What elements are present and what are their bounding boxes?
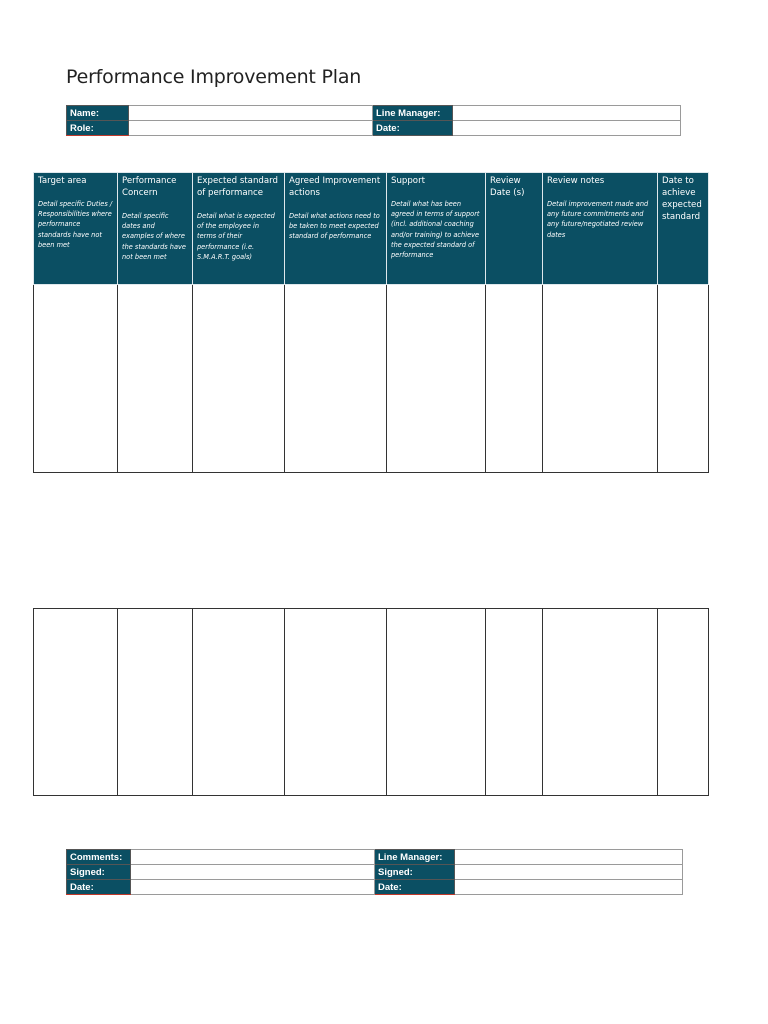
name-label: Name: — [67, 106, 129, 121]
review-date-cell[interactable] — [486, 285, 543, 473]
target-area-cell[interactable] — [34, 285, 118, 473]
plan-entry-row — [34, 285, 709, 473]
manager-signature-field[interactable] — [455, 865, 683, 880]
date-label: Date: — [373, 121, 453, 136]
signed-label: Signed: — [67, 865, 131, 880]
employee-info-row — [67, 121, 681, 136]
review-notes-cell[interactable] — [543, 285, 658, 473]
column-detail: Detail specific Duties / Responsibilities where performance standards have not been met — [38, 200, 113, 249]
support-cell[interactable] — [387, 609, 486, 796]
column-heading: Target area — [38, 176, 87, 186]
target-area-cell[interactable] — [34, 609, 118, 796]
column-detail: Detail specific dates and examples of where the standards have not been met — [122, 212, 186, 261]
review-notes-cell[interactable] — [543, 609, 658, 796]
column-heading: Review notes — [547, 176, 605, 186]
column-detail: Detail what actions need to be taken to meet expected standard of performance — [289, 212, 380, 241]
column-header-agreed-actions — [285, 173, 387, 285]
column-header-review-notes — [543, 173, 658, 285]
sign-off-table — [66, 849, 683, 895]
employee-info-row — [67, 106, 681, 121]
performance-concern-cell[interactable] — [118, 285, 193, 473]
column-header-performance-concern — [118, 173, 193, 285]
expected-standard-cell[interactable] — [193, 285, 285, 473]
comments-field[interactable] — [131, 850, 375, 865]
column-header-target-date — [658, 173, 709, 285]
manager-date-label: Date: — [375, 880, 455, 895]
column-heading: Support — [391, 176, 425, 186]
agreed-actions-cell[interactable] — [285, 609, 387, 796]
column-heading: Date to achieve expected standard — [662, 176, 702, 222]
expected-standard-cell[interactable] — [193, 609, 285, 796]
column-detail: Detail what is expected of the employee in terms of their performance (i.e. S.M.A.R.T. goals) — [197, 212, 275, 261]
target-date-cell[interactable] — [658, 609, 709, 796]
employee-date-field[interactable] — [131, 880, 375, 895]
column-detail: Detail improvement made and any future commitments and any future/negotiated review dates — [547, 200, 649, 239]
plan-entry-row — [34, 609, 709, 796]
role-field[interactable] — [129, 121, 373, 136]
column-heading: Review Date (s) — [490, 176, 525, 198]
performance-concern-cell[interactable] — [118, 609, 193, 796]
line-manager-field[interactable] — [453, 106, 681, 121]
sign-off-row — [67, 880, 683, 895]
manager-date-field[interactable] — [455, 880, 683, 895]
sign-off-row — [67, 865, 683, 880]
column-header-target-area — [34, 173, 118, 285]
employee-signature-field[interactable] — [131, 865, 375, 880]
review-date-cell[interactable] — [486, 609, 543, 796]
name-field[interactable] — [129, 106, 373, 121]
target-date-cell[interactable] — [658, 285, 709, 473]
line-manager-field[interactable] — [455, 850, 683, 865]
plan-header-row — [34, 173, 709, 285]
column-header-support — [387, 173, 486, 285]
employee-info-table — [66, 105, 681, 136]
line-manager-label: Line Manager: — [375, 850, 455, 865]
sign-off-row — [67, 850, 683, 865]
role-label: Role: — [67, 121, 129, 136]
column-heading: Agreed Improvement actions — [289, 176, 381, 198]
column-header-expected-standard — [193, 173, 285, 285]
line-manager-label: Line Manager: — [373, 106, 453, 121]
column-heading: Performance Concern — [122, 176, 177, 198]
plan-table — [33, 172, 709, 473]
manager-signed-label: Signed: — [375, 865, 455, 880]
date-label: Date: — [67, 880, 131, 895]
column-header-review-date — [486, 173, 543, 285]
comments-label: Comments: — [67, 850, 131, 865]
column-heading: Expected standard of performance — [197, 176, 278, 198]
column-detail: Detail what has been agreed in terms of support (incl. additional coaching and/or training) to achieve the expected standard of performance — [391, 200, 480, 260]
agreed-actions-cell[interactable] — [285, 285, 387, 473]
page-title: Performance Improvement Plan — [66, 66, 362, 88]
date-field[interactable] — [453, 121, 681, 136]
support-cell[interactable] — [387, 285, 486, 473]
plan-table-continued — [33, 608, 709, 796]
